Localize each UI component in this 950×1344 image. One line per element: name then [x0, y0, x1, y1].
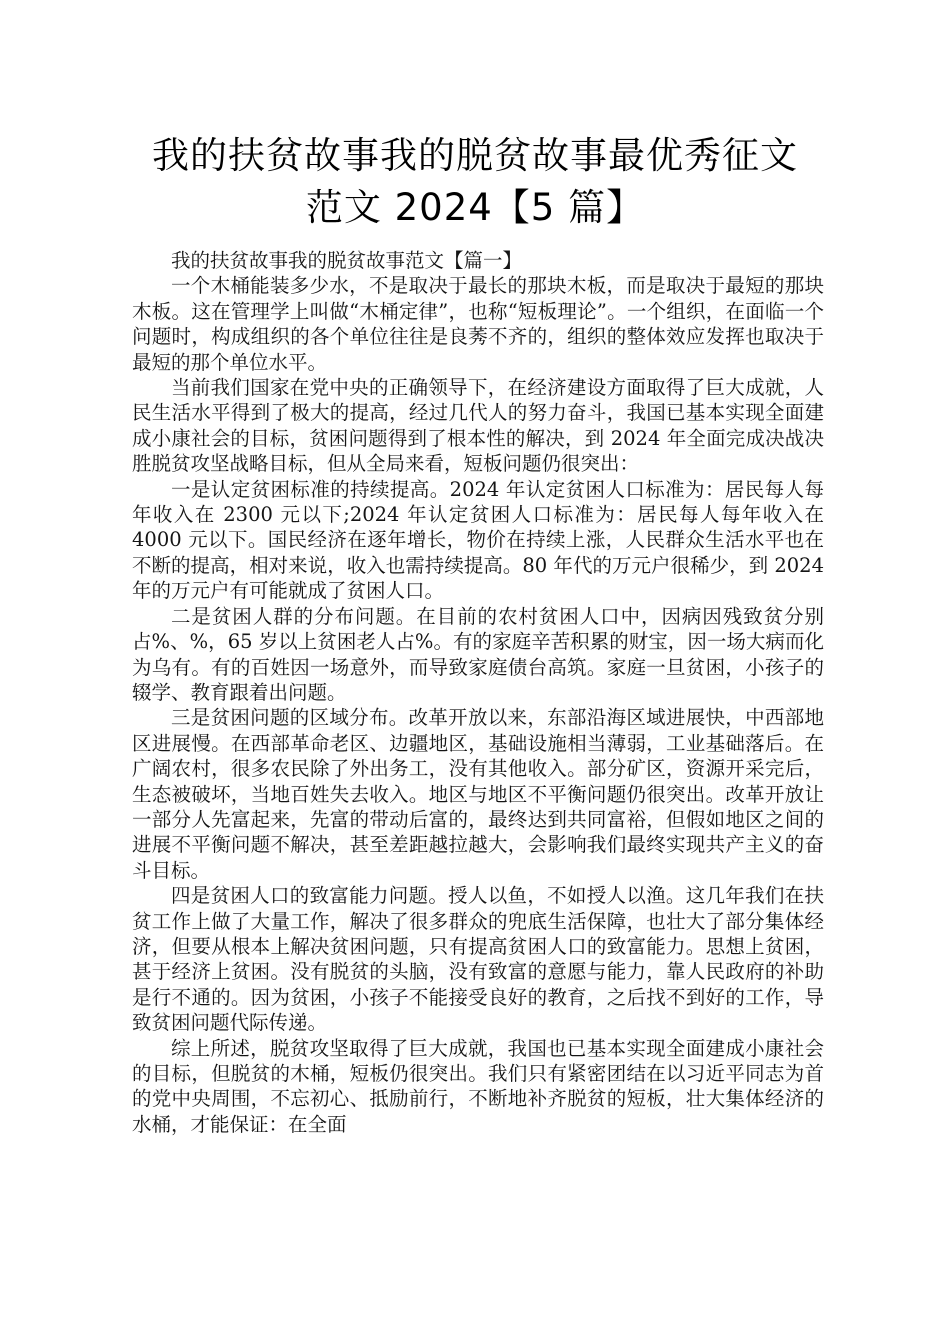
paragraph-current-situation: 当前我们国家在党中央的正确领导下，在经济建设方面取得了巨大成就，人民生活水平得到了极大的提高，经过几代人的努力奋斗，我国已基本实现全面建成小康社会的目标，贫困问题得到了根本性的解决，到 2024 年全面完成决战决胜脱贫攻坚战略目标，但从全局来看，短板问题仍很突出：: [132, 376, 824, 476]
document-body: [132, 248, 824, 1137]
section-heading: 我的扶贫故事我的脱贫故事范文【篇一】: [171, 249, 523, 272]
paragraph-point-three: 三是贫困问题的区域分布。改革开放以来，东部沿海区域进展快，中西部地区进展慢。在西部革命老区、边疆地区，基础设施相当薄弱，工业基础落后。在广阔农村，很多农民除了外出务工，没有其他收入。部分矿区，资源开采完后，生态被破坏，当地百姓失去收入。地区与地区不平衡问题仍很突出。改革开放让一部分人先富起来，先富的带动后富的，最终达到共同富裕，但假如地区之间的进展不平衡问题不解决，甚至差距越拉越大，会影响我们最终实现共产主义的奋斗目标。: [132, 706, 824, 882]
title-line-2: 范文 2024【5 篇】: [305, 186, 645, 229]
title-line-1: 我的扶贫故事我的脱贫故事最优秀征文: [152, 134, 798, 177]
paragraph-point-one: 一是认定贫困标准的持续提高。2024 年认定贫困人口标准为：居民每人每年收入在 2300 元以下;2024 年认定贫困人口标准为：居民每人每年收入在 4000 元以下。国民经济在逐年增长，物价在持续上涨，人民群众生活水平也在不断的提高，相对来说，收入也需持续提高。80 年代的万元户很稀少，到 2024 年的万元户有可能就成了贫困人口。: [132, 477, 824, 603]
paragraph-point-two: 二是贫困人群的分布问题。在目前的农村贫困人口中，因病因残致贫分别占%、%，65 岁以上贫困老人占%。有的家庭辛苦积累的财宝，因一场大病而化为乌有。有的百姓因一场意外，而导致家庭债台高筑。家庭一旦贫困，小孩子的辍学、教育跟着出问题。: [132, 604, 824, 704]
paragraph-barrel-theory: 一个木桶能装多少水，不是取决于最长的那块木板，而是取决于最短的那块木板。这在管理学上叫做“木桶定律”，也称“短板理论”。一个组织，在面临一个问题时，构成组织的各个单位往往是良莠不齐的，组织的整体效应发挥也取决于最短的那个单位水平。: [132, 274, 824, 374]
document-title: [0, 130, 950, 234]
paragraph-summary: 综上所述，脱贫攻坚取得了巨大成就，我国也已基本实现全面建成小康社会的目标，但脱贫的木桶，短板仍很突出。我们只有紧密团结在以习近平同志为首的党中央周围，不忘初心、抵励前行，不断地补齐脱贫的短板，壮大集体经济的水桶，才能保证：在全面: [132, 1036, 824, 1136]
paragraph-point-four: 四是贫困人口的致富能力问题。授人以鱼，不如授人以渔。这几年我们在扶贫工作上做了大量工作，解决了很多群众的兜底生活保障，也壮大了部分集体经济，但要从根本上解决贫困问题，只有提高贫困人口的致富能力。思想上贫困，甚于经济上贫困。没有脱贫的头脑，没有致富的意愿与能力，靠人民政府的补助是行不通的。因为贫困，小孩子不能接受良好的教育，之后找不到好的工作，导致贫困问题代际传递。: [132, 884, 824, 1035]
